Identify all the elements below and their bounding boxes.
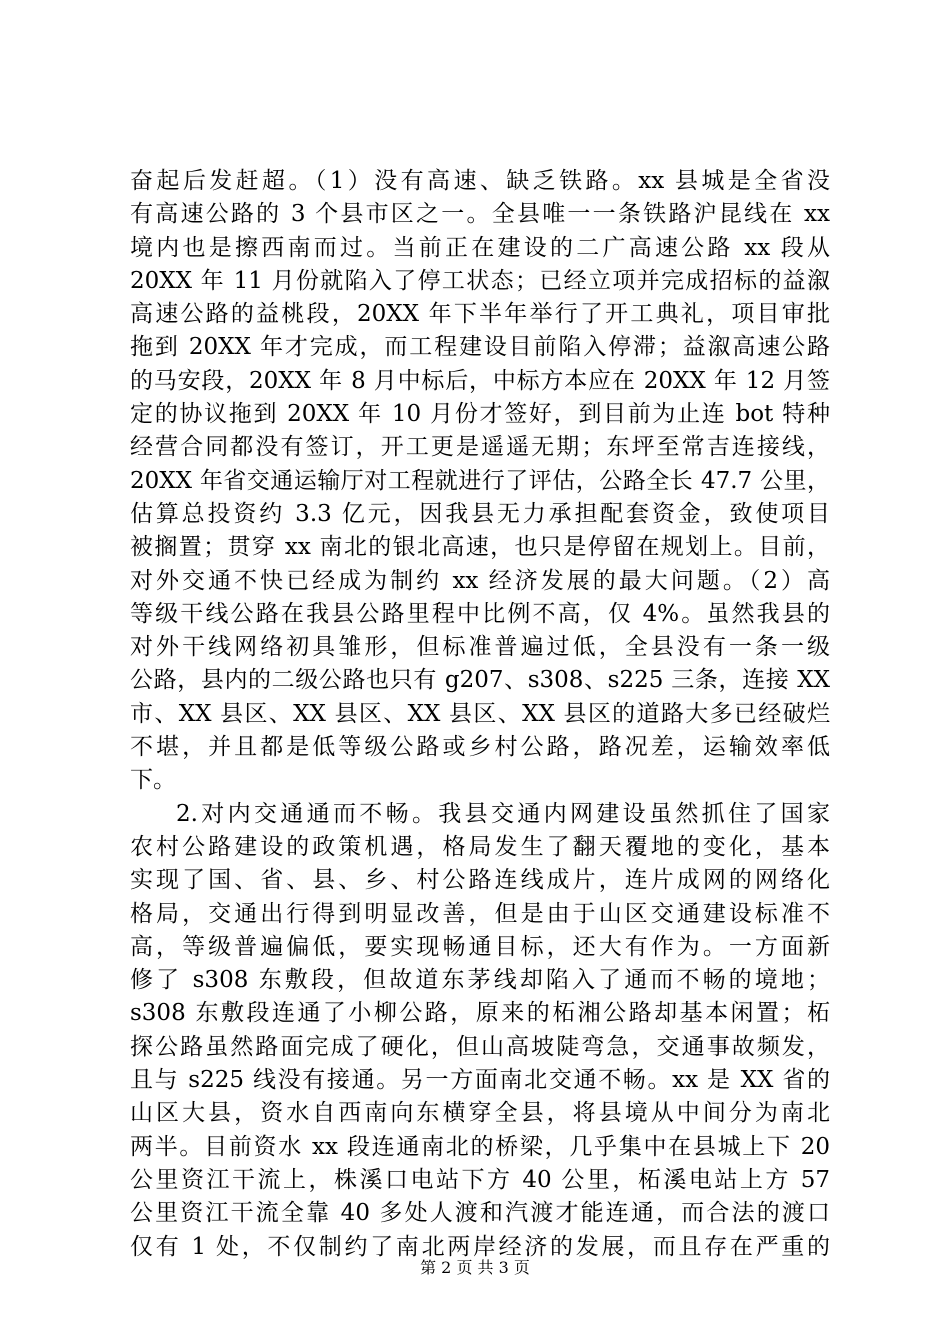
text-line: 公里资江干流全靠 40 多处人渡和汽渡才能连通，而合法的渡口	[130, 1200, 830, 1227]
text-line: 修了 s308 东敷段，但故道东茅线却陷入了通而不畅的境地；	[130, 967, 830, 994]
text-line: 20XX 年 11 月份就陷入了停工状态；已经立项并完成招标的益溆	[130, 267, 830, 294]
body-text	[130, 165, 830, 1264]
text-line: 对外干线网络初具雏形，但标准普遍过低，全县没有一条一级	[130, 634, 830, 661]
text-line: 公里资江干流上，株溪口电站下方 40 公里，柘溪电站上方 57	[130, 1166, 830, 1193]
text-line: 经营合同都没有签订，开工更是遥遥无期；东坪至常吉连接线，	[130, 434, 830, 461]
text-line: 的马安段，20XX 年 8 月中标后，中标方本应在 20XX 年 12 月签	[130, 367, 830, 394]
text-line: 实现了国、省、县、乡、村公路连线成片，连片成网的网络化	[130, 867, 830, 894]
text-line: 探公路虽然路面完成了硬化，但山高坡陡弯急，交通事故频发，	[130, 1033, 830, 1060]
text-line: 20XX 年省交通运输厅对工程就进行了评估，公路全长 47.7 公里，	[130, 467, 830, 494]
text-line: 格局，交通出行得到明显改善，但是由于山区交通建设标准不	[130, 900, 830, 927]
text-line: 估算总投资约 3.3 亿元，因我县无力承担配套资金，致使项目	[130, 500, 830, 527]
text-line: 市、XX 县区、XX 县区、XX 县区、XX 县区的道路大多已经破烂	[130, 700, 830, 727]
paragraph-1	[130, 165, 830, 798]
text-line: 公路，县内的二级公路也只有 g207、s308、s225 三条，连接 XX	[130, 667, 830, 694]
text-line: s308 东敷段连通了小柳公路，原来的柘湘公路却基本闲置；柘	[130, 1000, 830, 1027]
text-line: 境内也是擦西南而过。当前正在建设的二广高速公路 xx 段从	[130, 234, 830, 261]
text-line: 两半。目前资水 xx 段连通南北的桥梁，几乎集中在县城上下 20	[130, 1133, 830, 1160]
text-line: 山区大县，资水自西南向东横穿全县，将县境从中间分为南北	[130, 1100, 830, 1127]
text-line: 等级干线公路在我县公路里程中比例不高，仅 4%。虽然我县的	[130, 600, 830, 627]
page-number-footer: 第 2 页 共 3 页	[420, 1258, 530, 1277]
text-line: 仅有 1 处，不仅制约了南北两岸经济的发展，而且存在严重的	[130, 1233, 830, 1260]
text-line: 下。	[130, 767, 176, 794]
text-line: 农村公路建设的政策机遇，格局发生了翻天覆地的变化，基本	[130, 833, 830, 860]
paragraph-2	[130, 798, 830, 1264]
text-line: 奋起后发赶超。（1）没有高速、缺乏铁路。xx 县城是全省没	[130, 168, 830, 194]
text-line: 且与 s225 线没有接通。另一方面南北交通不畅。xx 是 XX 省的	[130, 1067, 830, 1094]
text-line: 定的协议拖到 20XX 年 10 月份才签好，到目前为止连 bot 特种	[130, 401, 830, 428]
text-line: 不堪，并且都是低等级公路或乡村公路，路况差，运输效率低	[130, 734, 830, 761]
text-line: 2.对内交通通而不畅。我县交通内网建设虽然抓住了国家	[176, 800, 830, 827]
text-line: 高速公路的益桃段，20XX 年下半年举行了开工典礼，项目审批	[130, 301, 830, 328]
text-line: 拖到 20XX 年才完成，而工程建设目前陷入停滞；益溆高速公路	[130, 334, 830, 361]
text-line: 被搁置；贯穿 xx 南北的银北高速，也只是停留在规划上。目前，	[130, 534, 830, 561]
text-line: 对外交通不快已经成为制约 xx 经济发展的最大问题。（2）高	[130, 567, 830, 594]
text-line: 高，等级普遍偏低，要实现畅通目标，还大有作为。一方面新	[130, 933, 830, 960]
text-line: 有高速公路的 3 个县市区之一。全县唯一一条铁路沪昆线在 xx	[130, 201, 830, 228]
